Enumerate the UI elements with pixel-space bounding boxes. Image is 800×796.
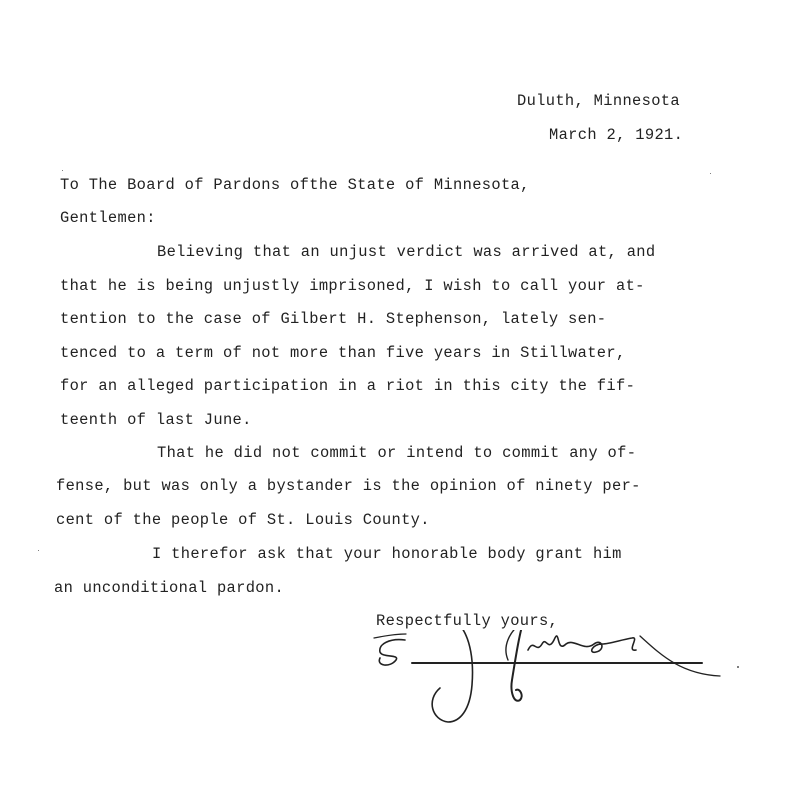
- body-line: tention to the case of Gilbert H. Stephenson, lately sen-: [60, 310, 607, 328]
- body-line: teenth of last June.: [60, 411, 252, 429]
- body-line: that he is being unjustly imprisoned, I wish to call your at-: [60, 277, 645, 295]
- body-line: That he did not commit or intend to commit any of-: [157, 444, 637, 462]
- body-line: fense, but was only a bystander is the opinion of ninety per-: [56, 477, 641, 495]
- body-line: an unconditional pardon.: [54, 579, 285, 597]
- addressee-line: To The Board of Pardons ofthe State of Minnesota,: [60, 176, 530, 194]
- body-line: I therefor ask that your honorable body grant him: [152, 545, 622, 563]
- body-line: cent of the people of St. Louis County.: [56, 511, 430, 529]
- closing-line: Respectfully yours,: [376, 612, 559, 630]
- speck: [38, 550, 39, 551]
- speck: [62, 170, 63, 171]
- place-line: Duluth, Minnesota: [517, 92, 680, 110]
- body-line: Believing that an unjust verdict was arrived at, and: [157, 243, 656, 261]
- speck: [737, 666, 739, 668]
- body-line: tenced to a term of not more than five years in Stillwater,: [60, 344, 626, 362]
- salutation: Gentlemen:: [60, 209, 156, 227]
- date-line: March 2, 1921.: [549, 126, 684, 144]
- signature-icon: [370, 630, 750, 760]
- body-line: for an alleged participation in a riot in this city the fif-: [60, 377, 636, 395]
- speck: [710, 173, 711, 174]
